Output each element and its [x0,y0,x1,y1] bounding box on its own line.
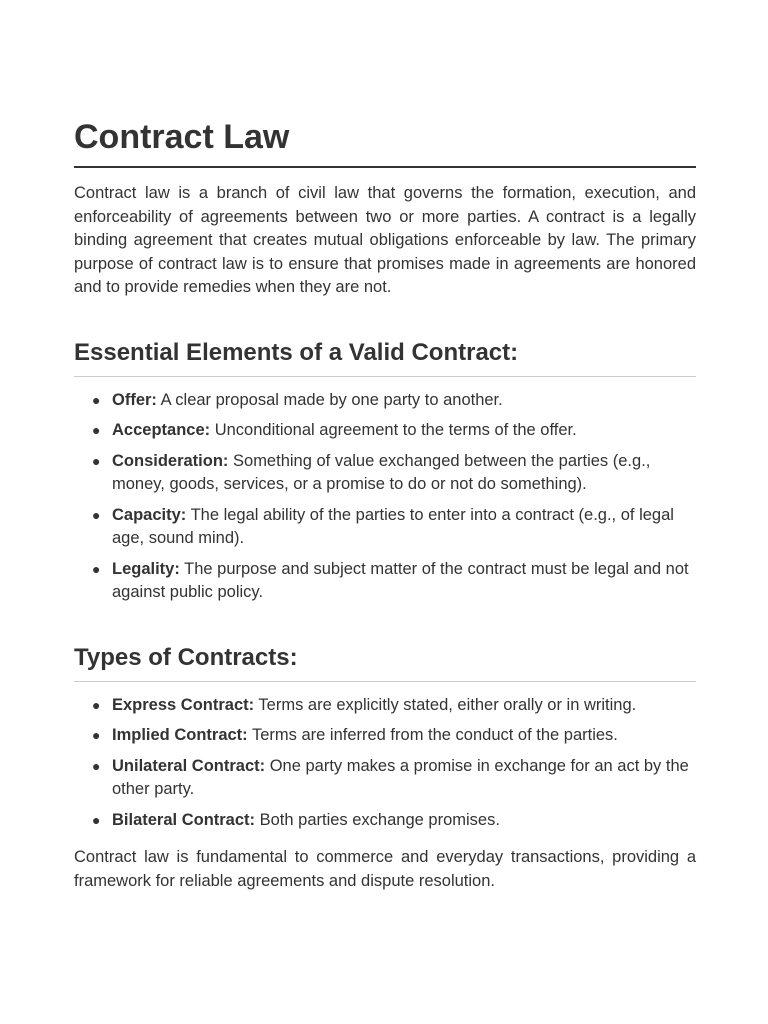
list-item-term: Express Contract: [112,695,255,714]
list-item-text: Both parties exchange promises. [255,810,500,829]
list-item-term: Acceptance: [112,421,211,439]
list-item [92,755,696,802]
list-item [92,389,696,413]
page-title: Contract Law [74,114,696,168]
list-item-term: Bilateral Contract: [112,810,256,829]
bullet-icon: ● [92,391,101,408]
list-item-text: Terms are inferred from the conduct of the parties. [247,726,618,744]
list-item [92,419,696,443]
list-item [92,724,696,748]
intro-paragraph: Contract law is a branch of civil law that governs the formation, execution, and enforceability of agreements between two or more parties. A contract is a legally binding agreement that creates mutual obligations enforceable by law. The primary purpose of contract law is to ensure that promises made in agreements are honored and to provide remedies when they are not. [74,184,696,296]
section-heading-elements: Essential Elements of a Valid Contract: [74,336,696,377]
list-item-text: One party makes a promise in exchange for an act by the other party. [112,756,689,798]
list-item-term: Consideration: [112,451,229,470]
list-item-text: Terms are explicitly stated, either orally or in writing. [254,695,637,714]
bullet-icon: ● [92,452,101,469]
bullet-icon: ● [92,811,101,828]
list-item [92,450,696,497]
types-list [74,694,696,833]
list-item-term: Unilateral Contract: [112,756,266,775]
list-item-text: Something of value exchanged between the parties (e.g., money, goods, services, or a promise to do or not do something). [112,451,651,493]
list-item-term: Legality: [112,559,180,578]
list-item-term: Capacity: [112,505,187,524]
closing-paragraph: Contract law is fundamental to commerce and everyday transactions, providing a framework for reliable agreements and dispute resolution. [74,848,696,890]
list-item-text: The legal ability of the parties to enter into a contract (e.g., of legal age, sound mind). [112,505,674,547]
bullet-icon: ● [92,560,101,577]
bullet-icon: ● [92,696,101,713]
elements-list [74,389,696,605]
list-item-text: Unconditional agreement to the terms of the offer. [210,421,577,439]
bullet-icon: ● [92,506,101,523]
list-item [92,504,696,551]
list-item [92,558,696,605]
section-heading-types: Types of Contracts: [74,641,696,682]
list-item-text: The purpose and subject matter of the contract must be legal and not against public policy. [112,559,689,601]
list-item-term: Offer: [112,390,157,409]
bullet-icon: ● [92,757,101,774]
list-item-term: Implied Contract: [112,726,248,744]
list-item-text: A clear proposal made by one party to another. [156,390,503,409]
list-item [92,809,696,833]
bullet-icon: ● [92,422,101,438]
list-item [92,694,696,718]
bullet-icon: ● [92,727,101,743]
